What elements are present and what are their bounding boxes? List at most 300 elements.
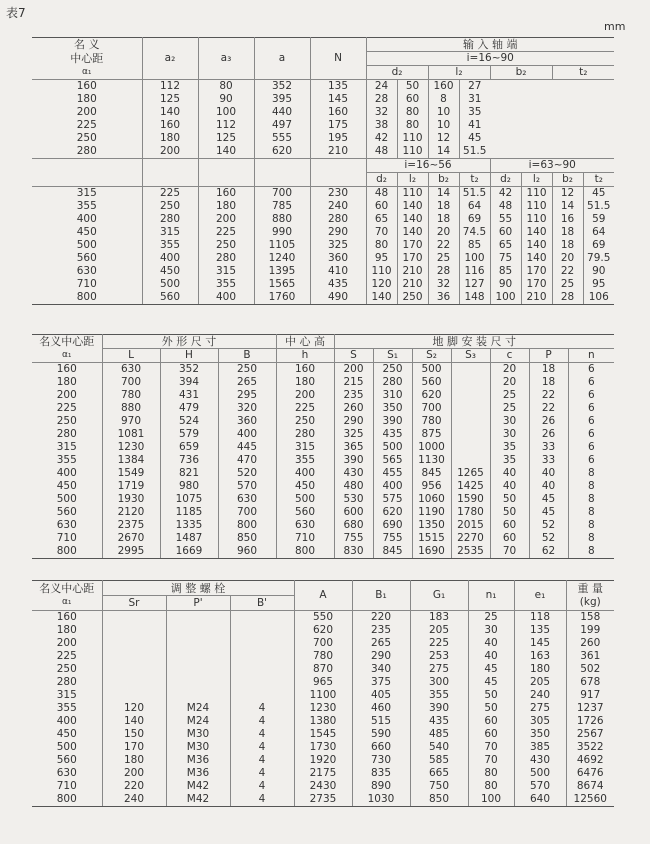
table-cell: 355 [142,239,198,252]
table-cell: 51.5 [583,200,614,213]
table-cell: 25 [490,402,529,415]
table-cell: 51.5 [459,187,490,201]
table-cell: 180 [514,663,566,676]
header-center: 中心距 [32,52,142,66]
table-cell: 800 [218,519,276,532]
table-row [32,624,614,637]
table-cell: 755 [334,532,373,545]
table-cell [166,637,230,650]
table-cell: 10 [428,106,459,119]
table-cell: 352 [254,80,310,94]
table-cell: 8 [428,93,459,106]
table-cell: 850 [410,793,468,807]
table-cell: 33 [529,454,568,467]
table-cell: 560 [142,291,198,305]
table-cell: 320 [218,402,276,415]
table-cell: 60 [397,93,428,106]
table-cell: 405 [352,689,410,702]
table-cell: 35 [490,454,529,467]
table-cell: 79.5 [583,252,614,265]
table-cell [230,689,294,702]
table-cell: 917 [566,689,614,702]
header-n1: n₁ [468,581,514,611]
table-cell: 8 [568,480,614,493]
table-cell: 1130 [412,454,451,467]
table-cell: 960 [218,545,276,559]
header-H: H [160,349,218,363]
table-cell: 8 [568,493,614,506]
table-cell: 210 [310,145,366,159]
table-cell: 700 [218,506,276,519]
header-input-shaft: 输 入 轴 端 [366,38,614,52]
table-cell: 1265 [451,467,490,480]
header-A: A [294,581,352,611]
table-cell: 150 [102,728,166,741]
table-cell: 112 [142,80,198,94]
table-cell: 160 [198,187,254,201]
table-row [32,650,614,663]
table-row [32,780,614,793]
header-b2: b₂ [552,173,583,187]
table-cell: 4 [230,715,294,728]
table-cell: 51.5 [459,145,490,159]
table-cell: 2270 [451,532,490,545]
table-cell: 435 [310,278,366,291]
table-cell: 158 [566,611,614,625]
table-cell: 500 [276,493,334,506]
header-outline: 外 形 尺 寸 [102,335,276,349]
table-cell: 500 [514,767,566,780]
table-cell: 785 [254,200,310,213]
header-foot-mount: 地 脚 安 装 尺 寸 [334,335,614,349]
header-l2: l₂ [428,66,490,80]
table-cell: 1515 [412,532,451,545]
table-cell: 6 [568,441,614,454]
table-cell: 4 [230,728,294,741]
table-cell [102,637,166,650]
table-cell: 60 [490,532,529,545]
table-cell: 210 [521,291,552,305]
header-B-prime: B' [230,596,294,611]
table-cell [166,663,230,676]
table-cell: 1395 [254,265,310,278]
table-cell: 350 [373,402,412,415]
table-cell: 220 [352,611,410,625]
table-cell: 678 [566,676,614,689]
table-cell: 1425 [451,480,490,493]
table-cell [102,624,166,637]
table-row [32,278,614,291]
table-cell: 100 [490,291,521,305]
table-cell: 20 [552,252,583,265]
table-cell: 1075 [160,493,218,506]
table-cell: 350 [514,728,566,741]
table-cell: 18 [529,363,568,377]
table-cell: 460 [352,702,410,715]
table-cell: 135 [310,80,366,94]
table-cell: 80 [366,239,397,252]
table-cell: 160 [142,119,198,132]
table-cell: 710 [32,278,142,291]
table-cell: 18 [552,226,583,239]
unit-label: mm [604,20,626,33]
table-cell: 16 [552,213,583,226]
table-cell: 55 [490,213,521,226]
table-cell: M24 [166,702,230,715]
table-row [32,187,614,201]
table-cell: 40 [490,467,529,480]
table-cell: 60 [468,728,514,741]
table-row [32,715,614,728]
table-cell: 125 [142,93,198,106]
table-title: 表7 [6,6,26,20]
table-cell: 170 [102,741,166,754]
table-cell: 560 [276,506,334,519]
header-a1: α₁ [32,349,102,363]
table-cell: 85 [459,239,490,252]
table-cell: 560 [32,252,142,265]
table-cell: 45 [529,493,568,506]
table-cell: 265 [218,376,276,389]
table-cell: 40 [468,637,514,650]
table-cell: 250 [276,415,334,428]
table-cell: 579 [160,428,218,441]
table-cell: 180 [32,624,102,637]
table-cell: 74.5 [459,226,490,239]
table-row [32,252,614,265]
header-l2: l₂ [397,173,428,187]
table-cell: 240 [514,689,566,702]
table-cell: 8 [568,467,614,480]
table-cell: 28 [552,291,583,305]
table-cell: 560 [32,754,102,767]
table-cell: 95 [366,252,397,265]
table-cell: 355 [32,200,142,213]
table-cell: 400 [32,715,102,728]
table-row [32,226,614,239]
table-cell: 500 [32,493,102,506]
table-cell: 800 [32,793,102,807]
table-cell [102,663,166,676]
table-cell: 140 [102,715,166,728]
table-cell [166,689,230,702]
table-row [32,106,614,119]
table-cell: 70 [366,226,397,239]
table-cell: 175 [310,119,366,132]
table-cell: M36 [166,767,230,780]
table-cell: 500 [412,363,451,377]
table-cell: 69 [459,213,490,226]
table-cell: 14 [428,145,459,159]
table-cell: 1565 [254,278,310,291]
table-cell: 80 [468,767,514,780]
table-cell: 135 [514,624,566,637]
header-N: N [310,38,366,80]
table-cell: 480 [334,480,373,493]
table-cell: 240 [102,793,166,807]
table-cell: 90 [198,93,254,106]
table-cell: 430 [334,467,373,480]
spacer [142,159,198,187]
table-cell: 280 [373,376,412,389]
table-cell: 375 [352,676,410,689]
table-cell: 199 [566,624,614,637]
table-cell: 8 [568,519,614,532]
table-cell: 710 [32,780,102,793]
table-cell: 435 [410,715,468,728]
header-a3: a₃ [198,38,254,80]
table-cell: 18 [428,213,459,226]
table-cell: 4 [230,780,294,793]
table-cell: 640 [514,793,566,807]
table-cell: 620 [373,506,412,519]
table-cell: 90 [490,278,521,291]
table-cell: 40 [490,480,529,493]
table-cell: 620 [412,389,451,402]
table-cell [102,689,166,702]
table-cell [451,389,490,402]
table-cell: 875 [412,428,451,441]
table-cell: 290 [310,226,366,239]
table-row [32,145,614,159]
table-cell: 95 [583,278,614,291]
table-cell: 630 [102,363,160,377]
table-cell: 1690 [412,545,451,559]
table-cell: 1100 [294,689,352,702]
table-row [32,213,614,226]
table-cell: 680 [334,519,373,532]
table-cell: 390 [410,702,468,715]
table-cell: 250 [32,663,102,676]
table-row [32,415,614,428]
table-cell: 200 [32,106,142,119]
table-cell: 116 [459,265,490,278]
table-row [32,611,614,625]
table-row [32,702,614,715]
table-cell: 6 [568,363,614,377]
table-cell: 355 [32,702,102,715]
table-cell: 69 [583,239,614,252]
table-cell: 145 [310,93,366,106]
table-cell: 50 [468,689,514,702]
header-name: 名义中心距 [32,581,102,596]
header-weight: 重 量 [566,581,614,596]
header-b2: b₂ [428,173,459,187]
table-cell: 1060 [412,493,451,506]
table-cell [230,663,294,676]
table-cell: 12 [552,187,583,201]
header-n: n [568,349,614,363]
table-cell: 395 [254,93,310,106]
table-cell: 45 [468,663,514,676]
table-cell: 225 [32,650,102,663]
table-row [32,200,614,213]
header-S: S [334,349,373,363]
table-cell [451,454,490,467]
table-cell: 30 [490,415,529,428]
table-cell: 2670 [102,532,160,545]
table-cell: 352 [160,363,218,377]
table-cell: 8674 [566,780,614,793]
table-cell: 106 [583,291,614,305]
table-cell: 1549 [102,467,160,480]
table-row [32,637,614,650]
table-cell: 355 [32,454,102,467]
table-cell: 45 [468,676,514,689]
table-cell: 570 [218,480,276,493]
spacer [32,159,142,187]
table-cell: 300 [410,676,468,689]
table-cell: 1384 [102,454,160,467]
table-cell: 1590 [451,493,490,506]
table-cell: 127 [459,278,490,291]
table-cell: 880 [254,213,310,226]
table-cell: 800 [32,545,102,559]
table-cell: 220 [102,780,166,793]
table-cell: 1719 [102,480,160,493]
table-cell: 210 [397,278,428,291]
table-cell [230,650,294,663]
table-cell: 250 [32,415,102,428]
table-cell: 140 [397,226,428,239]
table-cell: 6 [568,415,614,428]
table-cell: 140 [521,252,552,265]
table-cell: 25 [468,611,514,625]
table-cell: 2120 [102,506,160,519]
table-cell: M30 [166,741,230,754]
table-cell: 575 [373,493,412,506]
table-cell: 180 [198,200,254,213]
table-cell: 280 [32,145,142,159]
table-cell: 225 [276,402,334,415]
table-cell: 50 [468,702,514,715]
table-cell: 265 [352,637,410,650]
table-row [32,506,614,519]
table-cell: 235 [334,389,373,402]
header-S1: S₁ [373,349,412,363]
table-cell: 400 [276,467,334,480]
table-cell: 27 [459,80,490,94]
table-cell: 835 [352,767,410,780]
table-cell: 110 [397,132,428,145]
table-cell: 200 [276,389,334,402]
table-cell: 390 [334,454,373,467]
table-cell: 315 [142,226,198,239]
table-cell: 8 [568,532,614,545]
table-cell: 200 [32,637,102,650]
table-cell: 1930 [102,493,160,506]
table-row [32,265,614,278]
table-cell: 630 [32,519,102,532]
table-cell: 140 [366,291,397,305]
table-cell: 1760 [254,291,310,305]
table-cell: 225 [32,402,102,415]
table-cell: 555 [254,132,310,145]
header-kg: (kg) [566,596,614,611]
table-cell [230,611,294,625]
table-cell [451,376,490,389]
table-cell: 40 [468,650,514,663]
table-cell: 250 [218,363,276,377]
table-cell: 200 [334,363,373,377]
table-cell: 230 [310,187,366,201]
table-cell: 780 [412,415,451,428]
header-B: B [218,349,276,363]
table-row [32,441,614,454]
table-cell: 110 [397,145,428,159]
table-cell: 2430 [294,780,352,793]
table-cell: 80 [397,119,428,132]
table-cell: 6 [568,389,614,402]
table-cell: 565 [373,454,412,467]
table-cell: 394 [160,376,218,389]
table-cell: 710 [276,532,334,545]
table-cell: 880 [102,402,160,415]
table-row [32,728,614,741]
table-row [32,532,614,545]
table-cell: 630 [276,519,334,532]
table-cell: 6 [568,376,614,389]
table-cell: 800 [276,545,334,559]
table-cell: 6 [568,454,614,467]
table-cell: 90 [583,265,614,278]
table-cell: 12 [428,132,459,145]
table-cell: 780 [102,389,160,402]
table-cell: 821 [160,467,218,480]
table-cell: 210 [397,265,428,278]
dimension-table-3 [32,580,614,807]
table-cell: 200 [32,389,102,402]
table-cell: 1730 [294,741,352,754]
table-cell: 170 [397,252,428,265]
dimension-table-1 [32,37,614,305]
table-cell: 100 [198,106,254,119]
table-cell: 50 [397,80,428,94]
table-cell: 64 [459,200,490,213]
table-cell: 455 [373,467,412,480]
table-cell: 450 [142,265,198,278]
table-cell: 50 [490,506,529,519]
table-cell: 780 [294,650,352,663]
table-cell: 253 [410,650,468,663]
table-cell: 315 [32,187,142,201]
table-cell: 170 [521,278,552,291]
table-cell: 100 [468,793,514,807]
table-cell: 112 [198,119,254,132]
table-cell: 1000 [412,441,451,454]
table-cell: 1240 [254,252,310,265]
table-cell: 45 [529,506,568,519]
table-cell: 28 [428,265,459,278]
table-cell: 110 [521,187,552,201]
table-cell: 14 [552,200,583,213]
table-cell: 45 [583,187,614,201]
header-t2: t₂ [459,173,490,187]
table-cell: 65 [366,213,397,226]
table-cell: 250 [32,132,142,145]
table-cell: 70 [468,741,514,754]
table-row [32,663,614,676]
table-cell: 450 [276,480,334,493]
table-cell: 310 [373,389,412,402]
table-cell: 65 [490,239,521,252]
table-cell [102,650,166,663]
table-cell: 38 [366,119,397,132]
table-cell: 52 [529,532,568,545]
table-cell: 445 [218,441,276,454]
table-cell: 250 [198,239,254,252]
table-cell: 540 [410,741,468,754]
